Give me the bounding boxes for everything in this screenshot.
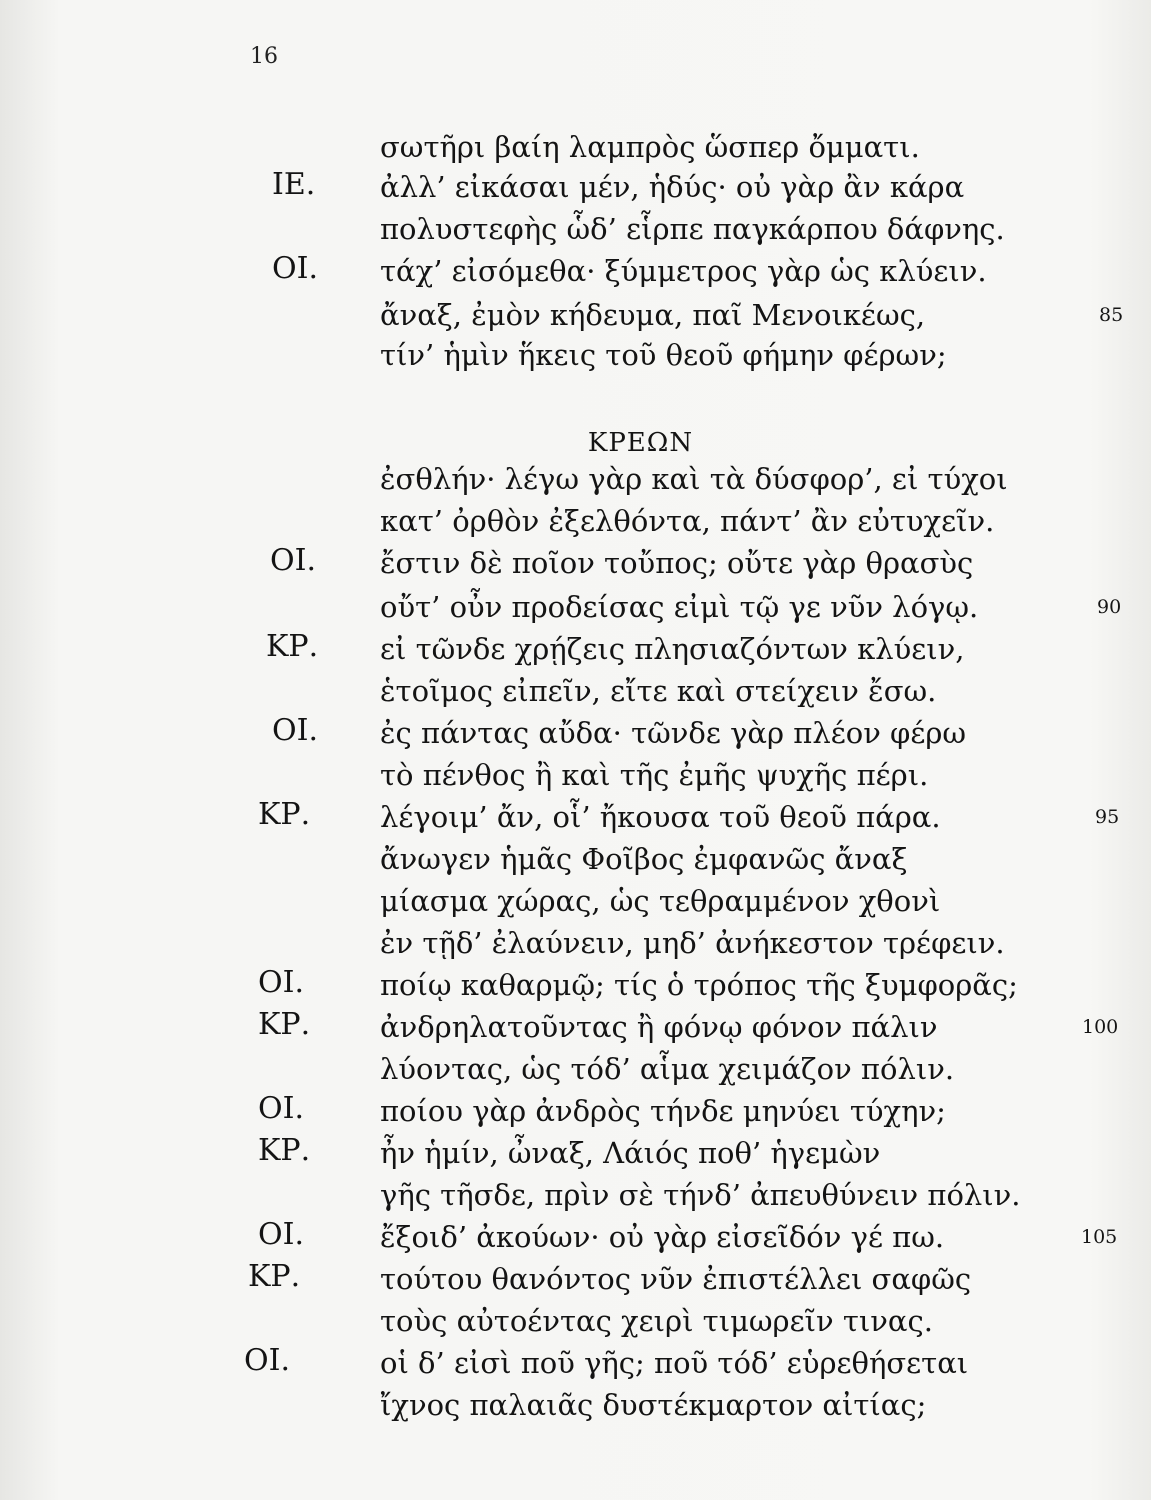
speaker-label: ΟΙ. xyxy=(258,1217,304,1252)
verse-line xyxy=(0,338,1151,378)
verse-line xyxy=(0,130,1151,170)
speaker-label: ΚΡ. xyxy=(266,629,319,664)
verse-line xyxy=(0,629,1151,672)
verse-line xyxy=(0,1388,1151,1428)
line-number: 95 xyxy=(1095,806,1120,828)
verse-line xyxy=(0,212,1151,252)
speaker-label: ΟΙ. xyxy=(270,543,316,578)
verse-line xyxy=(0,167,1151,210)
verse-text: κατ’ ὀρθὸν ἐξελθόντα, πάντ’ ἂν εὐτυχεῖν. xyxy=(380,504,995,538)
verse-text: ἐς πάντας αὔδα· τῶνδε γὰρ πλέον φέρω xyxy=(380,716,967,750)
verse-text: ἐσθλήν· λέγω γὰρ καὶ τὰ δύσφορ’, εἰ τύχοι xyxy=(380,462,1008,496)
verse-text: ποίου γὰρ ἀνδρὸς τήνδε μηνύει τύχην; xyxy=(380,1094,946,1128)
verse-text: λέγοιμ’ ἄν, οἷ’ ἤκουσα τοῦ θεοῦ πάρα. xyxy=(380,800,941,834)
verse-line xyxy=(0,1133,1151,1176)
verse-text: ἴχνος παλαιᾶς δυστέκμαρτον αἰτίας; xyxy=(380,1388,927,1422)
verse-line xyxy=(0,1343,1151,1386)
verse-text: σωτῆρι βαίη λαμπρὸς ὥσπερ ὄμματι. xyxy=(380,130,920,164)
verse-line xyxy=(0,713,1151,756)
verse-line xyxy=(0,884,1151,924)
verse-line xyxy=(0,926,1151,966)
verse-text: ποίῳ καθαρμῷ; τίς ὁ τρόπος τῆς ξυμφορᾶς; xyxy=(380,968,1018,1002)
verse-line xyxy=(0,1052,1151,1092)
verse-text: γῆς τῆσδε, πρὶν σὲ τήνδ’ ἀπευθύνειν πόλιν. xyxy=(380,1178,1021,1212)
verse-line xyxy=(0,1007,1151,1050)
verse-text: οὔτ’ οὖν προδείσας εἰμὶ τῷ γε νῦν λόγῳ. xyxy=(380,590,979,624)
verse-text: ἄναξ, ἐμὸν κήδευμα, παῖ Μενοικέως, xyxy=(380,298,926,332)
section-heading: ΚΡΕΩΝ xyxy=(587,428,694,458)
verse-text: ἐν τῇδ’ ἐλαύνειν, μηδ’ ἀνήκεστον τρέφειν. xyxy=(380,926,1005,960)
verse-text: τούτου θανόντος νῦν ἐπιστέλλει σαφῶς xyxy=(380,1262,972,1296)
verse-text: εἰ τῶνδε χρῄζεις πλησιαζόντων κλύειν, xyxy=(380,632,965,666)
speaker-label: ΚΡ. xyxy=(258,1007,311,1042)
line-number: 90 xyxy=(1097,596,1122,618)
verse-line xyxy=(0,462,1151,502)
verse-line xyxy=(0,1259,1151,1302)
verse-text: ἑτοῖμος εἰπεῖν, εἴτε καὶ στείχειν ἔσω. xyxy=(380,674,937,708)
verse-line xyxy=(0,1217,1151,1260)
verse-line xyxy=(0,758,1151,798)
verse-line xyxy=(0,1304,1151,1344)
verse-text: τοὺς αὐτοέντας χειρὶ τιμωρεῖν τινας. xyxy=(380,1304,933,1338)
page-number: 16 xyxy=(250,44,278,69)
verse-line xyxy=(0,298,1151,338)
verse-text: ἄνωγεν ἡμᾶς Φοῖβος ἐμφανῶς ἄναξ xyxy=(380,842,908,876)
verse-line xyxy=(0,1091,1151,1134)
verse-text: ἔστιν δὲ ποῖον τοὔπος; οὔτε γὰρ θρασὺς xyxy=(380,546,974,580)
verse-text: ἦν ἡμίν, ὦναξ, Λάιός ποθ’ ἡγεμὼν xyxy=(380,1136,881,1170)
speaker-label: ΙΕ. xyxy=(272,167,316,202)
speaker-label: ΟΙ. xyxy=(258,1091,304,1126)
verse-text: ἀνδρηλατοῦντας ἢ φόνῳ φόνον πάλιν xyxy=(380,1010,938,1044)
verse-text: λύοντας, ὡς τόδ’ αἷμα χειμάζον πόλιν. xyxy=(380,1052,955,1086)
verse-text: ἔξοιδ’ ἀκούων· οὐ γὰρ εἰσεῖδόν γέ πω. xyxy=(380,1220,945,1254)
speaker-label: ΟΙ. xyxy=(244,1343,290,1378)
verse-text: πολυστεφὴς ὧδ’ εἷρπε παγκάρπου δάφνης. xyxy=(380,212,1005,246)
verse-text: οἱ δ’ εἰσὶ ποῦ γῆς; ποῦ τόδ’ εὑρεθήσεται xyxy=(380,1346,969,1380)
verse-text: τάχ’ εἰσόμεθα· ξύμμετρος γὰρ ὡς κλύειν. xyxy=(380,254,987,288)
speaker-label: ΟΙ. xyxy=(272,713,318,748)
speaker-label: ΚΡ. xyxy=(248,1259,301,1294)
verse-text: τὸ πένθος ἢ καὶ τῆς ἐμῆς ψυχῆς πέρι. xyxy=(380,758,929,792)
verse-line xyxy=(0,590,1151,630)
verse-line xyxy=(0,965,1151,1008)
verse-line xyxy=(0,251,1151,294)
speaker-label: ΚΡ. xyxy=(258,797,311,832)
verse-line xyxy=(0,674,1151,714)
verse-text: ἀλλ’ εἰκάσαι μέν, ἡδύς· οὐ γὰρ ἂν κάρα xyxy=(380,170,965,204)
speaker-label: ΟΙ. xyxy=(272,251,318,286)
speaker-label: ΚΡ. xyxy=(258,1133,311,1168)
verse-line xyxy=(0,842,1151,882)
verse-line xyxy=(0,543,1151,586)
line-number: 105 xyxy=(1081,1226,1118,1248)
speaker-label: ΟΙ. xyxy=(258,965,304,1000)
verse-text: τίν’ ἡμὶν ἥκεις τοῦ θεοῦ φήμην φέρων; xyxy=(380,338,947,372)
line-number: 100 xyxy=(1082,1016,1119,1038)
verse-line xyxy=(0,1178,1151,1218)
verse-line xyxy=(0,797,1151,840)
verse-line xyxy=(0,504,1151,544)
line-number: 85 xyxy=(1099,304,1124,326)
verse-text: μίασμα χώρας, ὡς τεθραμμένον χθονὶ xyxy=(380,884,941,918)
